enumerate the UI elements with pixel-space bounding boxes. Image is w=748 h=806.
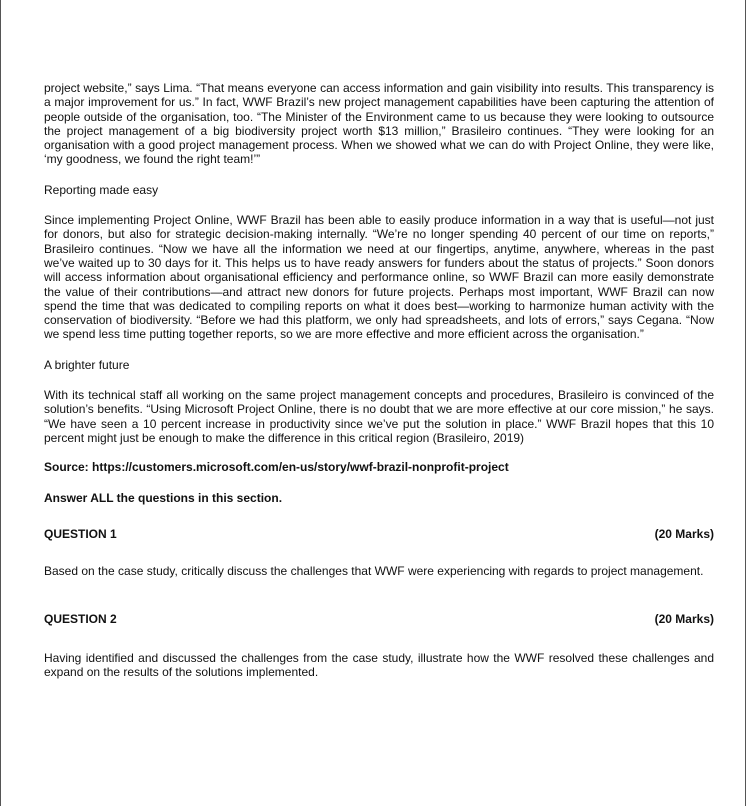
question-2-text: Having identified and discussed the challenges from the case study, illustrate how the WWF resolved these challenges and expand on the results of the solutions implemented. [44, 650, 714, 680]
question-1-title: QUESTION 1 [44, 526, 117, 541]
document-body [44, 81, 714, 679]
instruction-line: Answer ALL the questions in this section. [44, 490, 283, 505]
section-heading-reporting: Reporting made easy [44, 182, 159, 197]
question-1-header [44, 527, 714, 541]
case-paragraph-1: project website,” says Lima. “That means everyone can access information and gain visibility into results. This transparency is a major improvement for us.” In fact, WWF Brazil’s new project management capabilities have been capturing the attention of people outside of the organisation, too. “The Minister of the Environment came to us because they were looking to outsource the project management of a big biodiversity project worth $13 million,” Brasileiro continues. “They were looking for an organisation with a good project management process. When we showed what we can do with Project Online, they were like, ‘my goodness, we found the right team!’” [44, 81, 714, 167]
source-line: Source: https://customers.microsoft.com/en-us/story/wwf-brazil-nonprofit-project [44, 460, 509, 475]
question-1-marks: (20 Marks) [654, 526, 714, 541]
section-heading-future: A brighter future [44, 357, 130, 372]
question-2-header [44, 612, 714, 626]
case-paragraph-3: With its technical staff all working on the same project management concepts and procedures, Brasileiro is convinced of the solution’s benefits. “Using Microsoft Project Online, there is no doubt that we are more effective at our core mission,” he says. “We have seen a 10 percent increase in productivity since we’ve put the solution in place.” WWF Brazil hopes that this 10 percent might just be enough to make the difference in this critical region (Brasileiro, 2019) [44, 388, 714, 445]
question-2-title: QUESTION 2 [44, 612, 117, 627]
question-1-text: Based on the case study, critically discuss the challenges that WWF were experiencing with regards to project management. [44, 564, 704, 579]
case-paragraph-2: Since implementing Project Online, WWF Brazil has been able to easily produce information in a way that is useful—not just for donors, but also for strategic decision-making internally. “We’re no longer spending 40 percent of our time on reports,” Brasileiro continues. “Now we have all the information we need at our fingertips, anytime, anywhere, whereas in the past we’ve waited up to 30 days for it. This helps us to have ready answers for funders about the status of projects.” Soon donors will access information about organisational efficiency and performance online, so WWF Brazil can more easily demonstrate the value of their contributions—and attract new donors for future projects. Perhaps most important, WWF Brazil can now spend the time that was dedicated to compiling reports on what it does best—working to harmonize human activity with the conservation of biodiversity. “Before we had this platform, we only had spreadsheets, and lots of errors,” says Cegana. “Now we spend less time putting together reports, so we are more effective and more efficient across the organisation.” [44, 213, 714, 342]
question-2-marks: (20 Marks) [654, 612, 714, 627]
